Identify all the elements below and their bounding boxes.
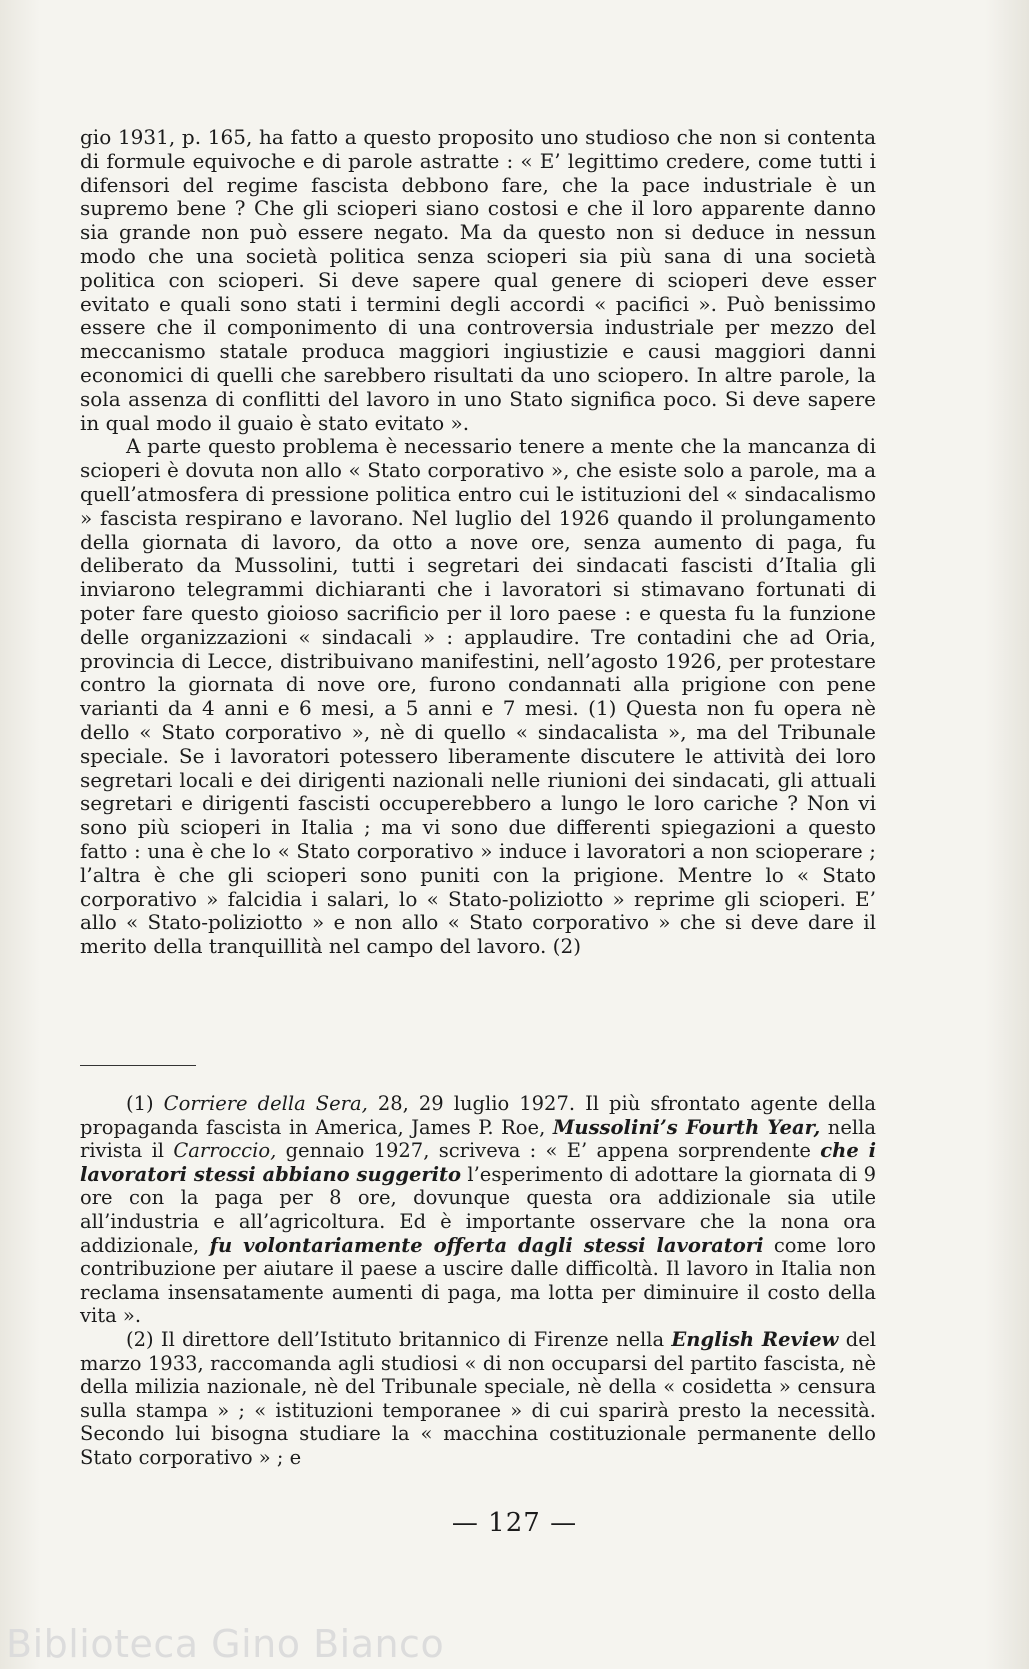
- footnote-2-review: English Review: [671, 1327, 839, 1351]
- footnote-1-text-d: l’esperimento di adottare la giornata di 9 ore con la paga per 8 ore, dovunque questa ora addizionale sia utile all’industria e all’agricoltura. Ed è importante osservare che la nona ora addizionale,: [80, 1162, 877, 1257]
- footnote-1-text-a: 28, 29 luglio 1927. Il più sfrontato agente della propaganda fascista in America, James P. Roe,: [80, 1092, 877, 1139]
- footnote-2-text-b: del marzo 1933, raccomanda agli studiosi « di non occuparsi del partito fascista, nè della milizia nazionale, nè del Tribunale speciale, nè della « cosidetta » censura sulla stampa » ; « istituzioni temporanee » di cui sparirà presto la necessità. Secondo lui bisogna studiare la « macchina costituzionale permanente dello Stato corporativo » ; e: [80, 1327, 876, 1469]
- footnote-1-emphasis-1: che i lavoratori stessi abbiano suggerito: [80, 1139, 877, 1186]
- page-number: — 127 —: [451, 1508, 578, 1538]
- footnote-1-text-c: gennaio 1927, scriveva : « E’ appena sorprendente: [276, 1139, 821, 1163]
- main-text: [80, 126, 876, 959]
- footnote-separator: [80, 1065, 196, 1066]
- footnote-1-book: Mussolini’s Fourth Year,: [552, 1115, 821, 1139]
- footnote-1-text-e: come loro contribuzione per aiutare il paese a uscire dalle difficoltà. Il lavoro in Italia non reclama insensatamente aumenti di paga, ma lotta per diminuire il costo della vita ».: [80, 1233, 876, 1328]
- footnote-1-journal: Carroccio,: [173, 1139, 277, 1163]
- paragraph-2: A parte questo problema è necessario tenere a mente che la mancanza di scioperi è dovuta non allo « Stato corporativo », che esiste solo a parole, ma a quell’atmosfera di pressione politica entro cui le istituzioni del « sindacalismo » fascista respirano e lavorano. Nel luglio del 1926 quando il prolungamento della giornata di lavoro, da otto a nove ore, senza aumento di paga, fu deliberato da Mussolini, tutti i segretari dei sindacati fascisti d’Italia gli inviarono telegrammi dichiaranti che i lavoratori si stimavano fortunati di poter fare questo gioioso sacrificio per il loro paese : e questa fu la funzione delle organizzazioni « sindacali » : applaudire. Tre contadini che ad Oria, provincia di Lecce, distribuivano manifestini, nell’agosto 1926, per protestare contro la giornata di nove ore, furono condannati alla prigione con pene varianti da 4 anni e 6 mesi, a 5 anni e 7 mesi. (1) Questa non fu opera nè dello « Stato corporativo », nè di quello « sindacalista », ma del Tribunale speciale. Se i lavoratori potessero liberamente discutere le attività dei loro segretari locali e dei dirigenti nazionali nelle riunioni dei sindacati, gli attuali segretari e dirigenti fascisti occuperebbero a lungo le loro cariche ? Non vi sono più scioperi in Italia ; ma vi sono due differenti spiegazioni a questo fatto : una è che lo « Stato corporativo » induce i lavoratori a non scioperare ; l’altra è che gli scioperi sono puniti con la prigione. Mentre lo « Stato corporativo » falcidia i salari, lo « Stato-poliziotto » reprime gli scioperi. E’ allo « Stato-poliziotto » e non allo « Stato corporativo » che si deve dare il merito della tranquillità nel campo del lavoro. (2): [80, 434, 876, 959]
- footnote-2-marker: (2): [126, 1327, 154, 1351]
- footnote-1: [80, 1092, 876, 1328]
- library-watermark: Biblioteca Gino Bianco: [6, 1622, 445, 1666]
- footnote-1-emphasis-2: fu volontariamente offerta dagli stessi lavoratori: [209, 1233, 764, 1257]
- footnote-2-text-a: Il direttore dell’Istituto britannico di Firenze nella: [153, 1327, 672, 1351]
- footnotes: [80, 1092, 876, 1470]
- paragraph-1: gio 1931, p. 165, ha fatto a questo proposito uno studioso che non si contenta di formule equivoche e di parole astratte : « E’ legittimo credere, come tutti i difensori del regime fascista debbono fare, che la pace industriale è un supremo bene ? Che gli scioperi siano costosi e che il loro apparente danno sia grande non può essere negato. Ma da questo non si deduce in nessun modo che una società politica senza scioperi sia più sana di una società politica con scioperi. Si deve sapere qual genere di scioperi deve esser evitato e quali sono stati i termini degli accordi « pacifici ». Può benissimo essere che il componimento di una controversia industriale per mezzo del meccanismo statale produca maggiori ingiustizie e causi maggiori danni economici di quelli che sarebbero risultati da uno sciopero. In altre parole, la sola assenza di conflitti del lavoro in uno Stato significa poco. Si deve sapere in qual modo il guaio è stato evitato ».: [80, 125, 876, 435]
- footnote-1-marker: (1): [126, 1092, 154, 1115]
- footnote-1-source: Corriere della Sera,: [163, 1092, 368, 1115]
- footnote-2: [80, 1328, 876, 1470]
- footnote-1-text-b: nella rivista il: [80, 1115, 877, 1163]
